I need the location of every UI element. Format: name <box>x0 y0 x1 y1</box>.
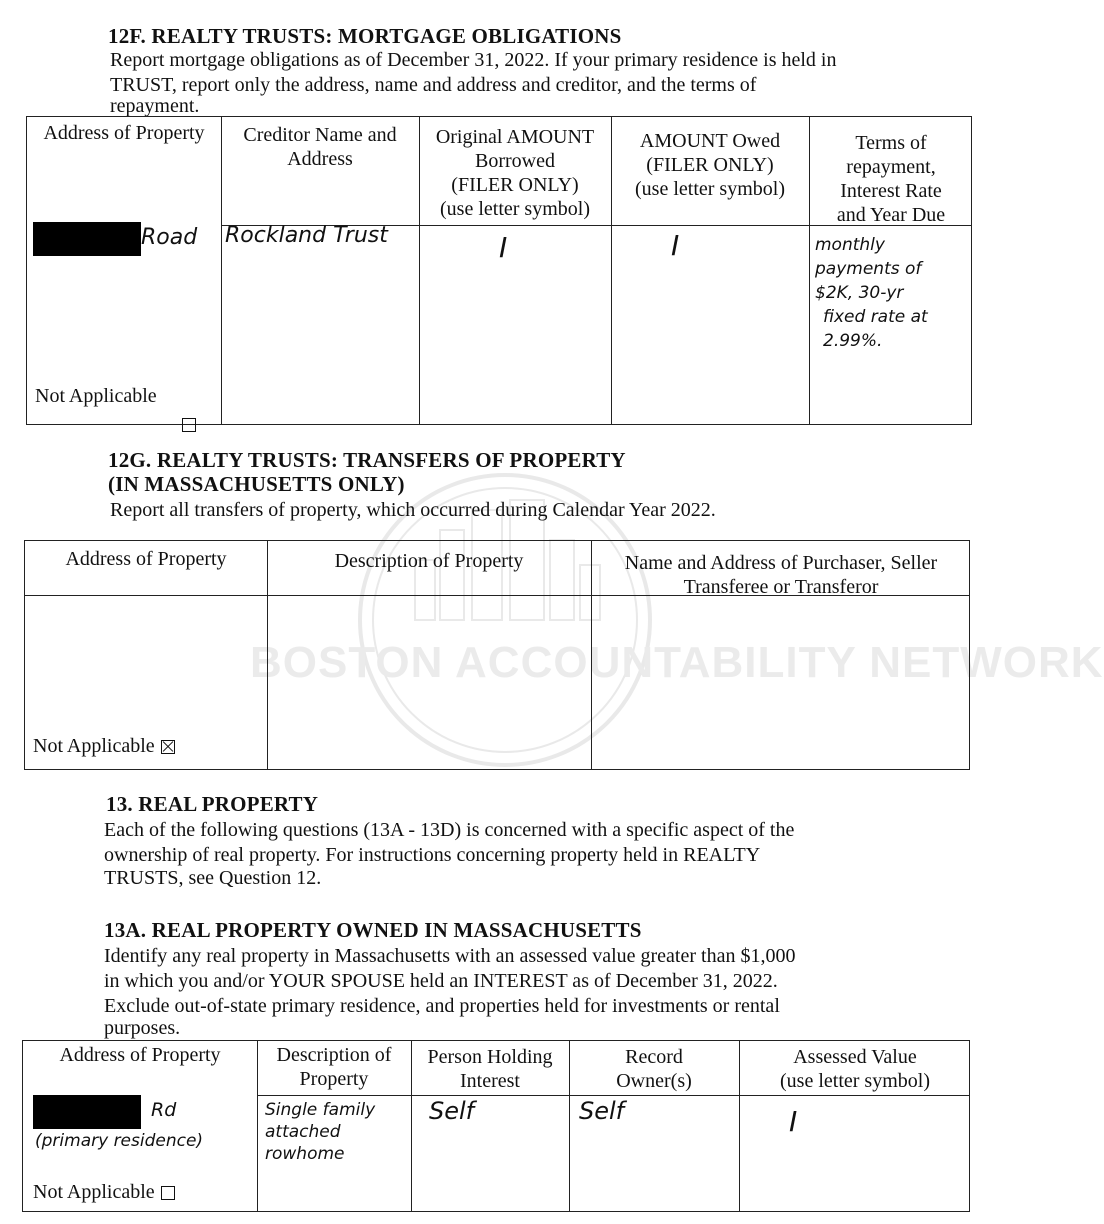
section-13a-line3: Exclude out-of-state primary residence, and properties held for investments or rental <box>104 995 780 1017</box>
handwritten-owner: Self <box>579 1097 625 1125</box>
header-description: Description of Property <box>334 550 524 572</box>
section-12f-title: 12F. REALTY TRUSTS: MORTGAGE OBLIGATIONS <box>108 24 622 48</box>
not-applicable-label: Not Applicable <box>33 1181 175 1204</box>
header-purchaser-seller: Name and Address of Purchaser, Seller Transferee or Transferor <box>624 552 938 598</box>
header-original-amount: Original AMOUNT Borrowed (FILER ONLY) (use letter symbol) <box>435 126 595 220</box>
header-person-holding-interest: Person Holding Interest <box>427 1046 553 1092</box>
not-applicable-checkbox-12f[interactable] <box>182 418 196 432</box>
not-applicable-label: Not Applicable <box>33 735 175 758</box>
mortgage-obligations-table <box>26 116 972 425</box>
not-applicable-checkbox-13a[interactable] <box>161 1186 175 1200</box>
handwritten-address: Rd <box>151 1099 177 1121</box>
header-amount-owed: AMOUNT Owed (FILER ONLY) (use letter symbol) <box>635 130 785 200</box>
section-13a-line4: purposes. <box>104 1017 181 1039</box>
redaction-box <box>33 222 141 256</box>
header-record-owners: Record Owner(s) <box>616 1046 692 1092</box>
section-12g-title: 12G. REALTY TRUSTS: TRANSFERS OF PROPERTY (IN MASSACHUSETTS ONLY) <box>108 448 626 496</box>
handwritten-owed: I <box>671 229 680 262</box>
section-13-line1: Each of the following questions (13A - 13D) is concerned with a specific aspect of the <box>104 819 795 841</box>
handwritten-value: I <box>789 1105 798 1138</box>
section-13a-title: 13A. REAL PROPERTY OWNED IN MASSACHUSETTS <box>104 918 642 942</box>
handwritten-description: Single family attached rowhome <box>265 1100 376 1164</box>
section-12f-line2: TRUST, report only the address, name and address and creditor, and the terms of <box>110 74 757 96</box>
header-address-of-property: Address of Property <box>43 122 205 144</box>
watermark-text: BOSTON ACCOUNTABILITY NETWORK <box>250 638 1104 687</box>
handwritten-person: Self <box>429 1097 475 1125</box>
header-description: Description of Property <box>276 1044 392 1090</box>
handwritten-address: Road <box>141 225 198 250</box>
handwritten-terms: monthly payments of $2K, 30-yr fixed rate at 2.99%. <box>815 235 928 351</box>
handwritten-address-note: (primary residence) <box>35 1131 204 1151</box>
section-13-title: 13. REAL PROPERTY <box>106 792 319 816</box>
section-13a-line2: in which you and/or YOUR SPOUSE held an INTEREST as of December 31, 2022. <box>104 970 778 992</box>
section-12f-line1: Report mortgage obligations as of December 31, 2022. If your primary residence is held in <box>110 49 837 71</box>
handwritten-borrowed: I <box>499 231 508 264</box>
handwritten-creditor: Rockland Trust <box>225 223 388 248</box>
real-property-table <box>22 1040 970 1212</box>
section-13a-line1: Identify any real property in Massachusetts with an assessed value greater than $1,000 <box>104 945 796 967</box>
header-terms: Terms of repayment, Interest Rate and Year Due <box>836 132 946 226</box>
section-12g-line1: Report all transfers of property, which occurred during Calendar Year 2022. <box>110 499 716 521</box>
header-address-of-property: Address of Property <box>65 548 227 570</box>
transfers-table <box>24 540 970 770</box>
header-creditor: Creditor Name and Address <box>243 124 397 170</box>
header-address-of-property: Address of Property <box>59 1044 221 1066</box>
section-13-line2: ownership of real property. For instructions concerning property held in REALTY <box>104 844 761 866</box>
section-12f-line3: repayment. <box>110 95 200 117</box>
redaction-box <box>33 1095 141 1129</box>
not-applicable-checkbox-12g[interactable] <box>161 740 175 754</box>
section-13-line3: TRUSTS, see Question 12. <box>104 867 322 889</box>
header-assessed-value: Assessed Value (use letter symbol) <box>780 1046 930 1092</box>
not-applicable-label: Not Applicable <box>35 385 157 407</box>
